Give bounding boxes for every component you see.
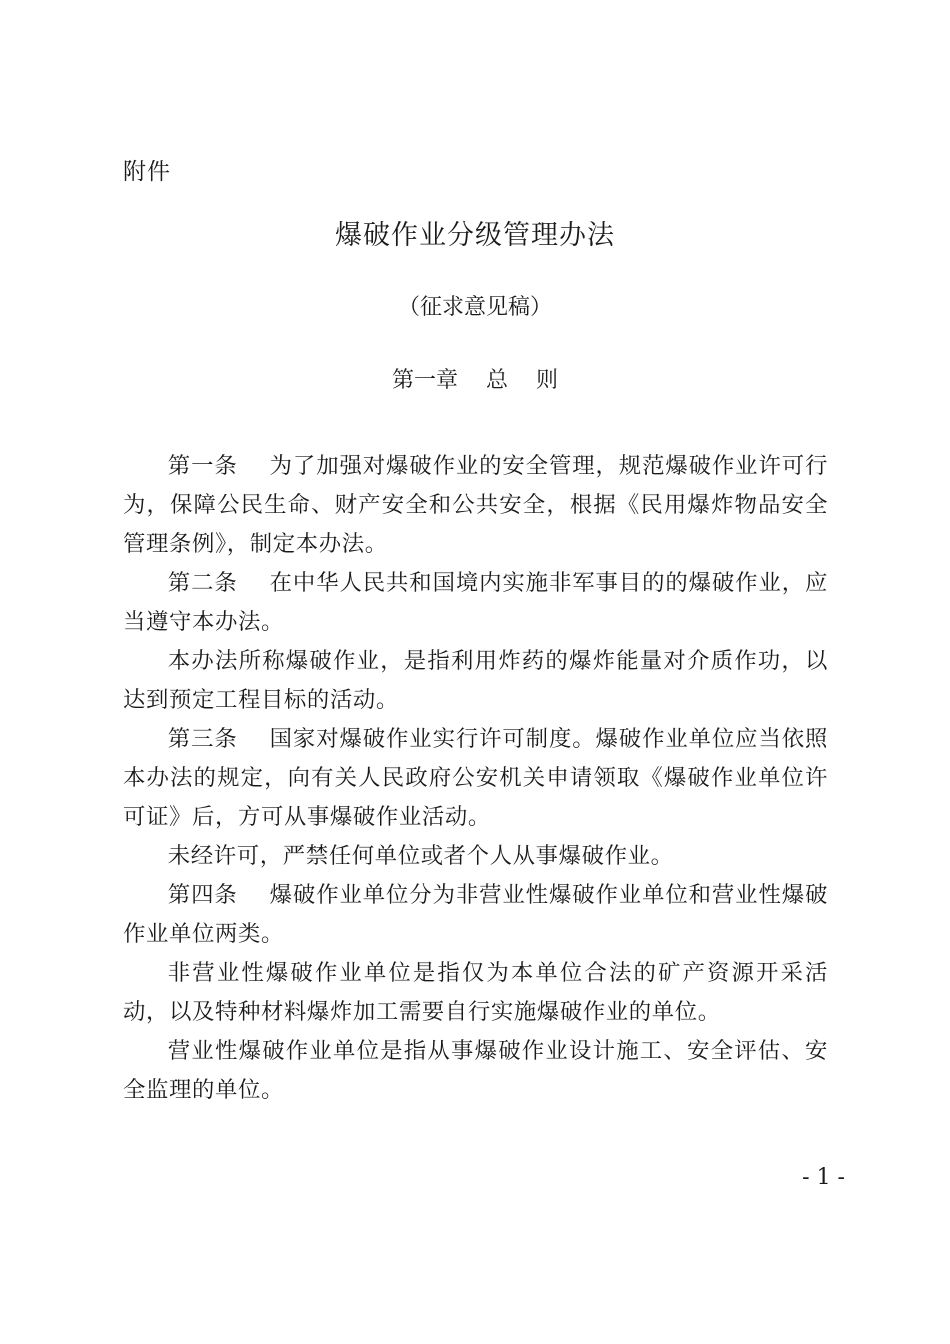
paragraph-commercial: 营业性爆破作业单位是指从事爆破作业设计施工、安全评估、安全监理的单位。 (123, 1038, 828, 1103)
document-title: 爆破作业分级管理办法 (335, 220, 615, 251)
document-subtitle: （征求意见稿） (397, 295, 552, 320)
chapter-heading: 第一章 总 则 (392, 368, 558, 393)
page-number: - 1 - (802, 1165, 845, 1190)
document-body (123, 447, 828, 1110)
paragraph-definition: 本办法所称爆破作业，是指利用炸药的爆炸能量对介质作功，以达到预定工程目标的活动。 (123, 648, 828, 713)
paragraph-article-2: 第二条 在中华人民共和国境内实施非军事目的的爆破作业，应当遵守本办法。 (123, 570, 828, 635)
paragraph-article-3: 第三条 国家对爆破作业实行许可制度。爆破作业单位应当依照本办法的规定，向有关人民政府公安机关申请领取《爆破作业单位许可证》后，方可从事爆破作业活动。 (123, 726, 828, 830)
paragraph-article-1: 第一条 为了加强对爆破作业的安全管理，规范爆破作业许可行为，保障公民生命、财产安全和公共安全，根据《民用爆炸物品安全管理条例》，制定本办法。 (123, 453, 828, 557)
paragraph-prohibition: 未经许可，严禁任何单位或者个人从事爆破作业。 (167, 843, 674, 869)
attachment-label: 附件 (123, 159, 171, 185)
paragraph-article-4: 第四条 爆破作业单位分为非营业性爆破作业单位和营业性爆破作业单位两类。 (123, 882, 828, 947)
paragraph-non-commercial: 非营业性爆破作业单位是指仅为本单位合法的矿产资源开采活动，以及特种材料爆炸加工需要自行实施爆破作业的单位。 (123, 960, 828, 1025)
